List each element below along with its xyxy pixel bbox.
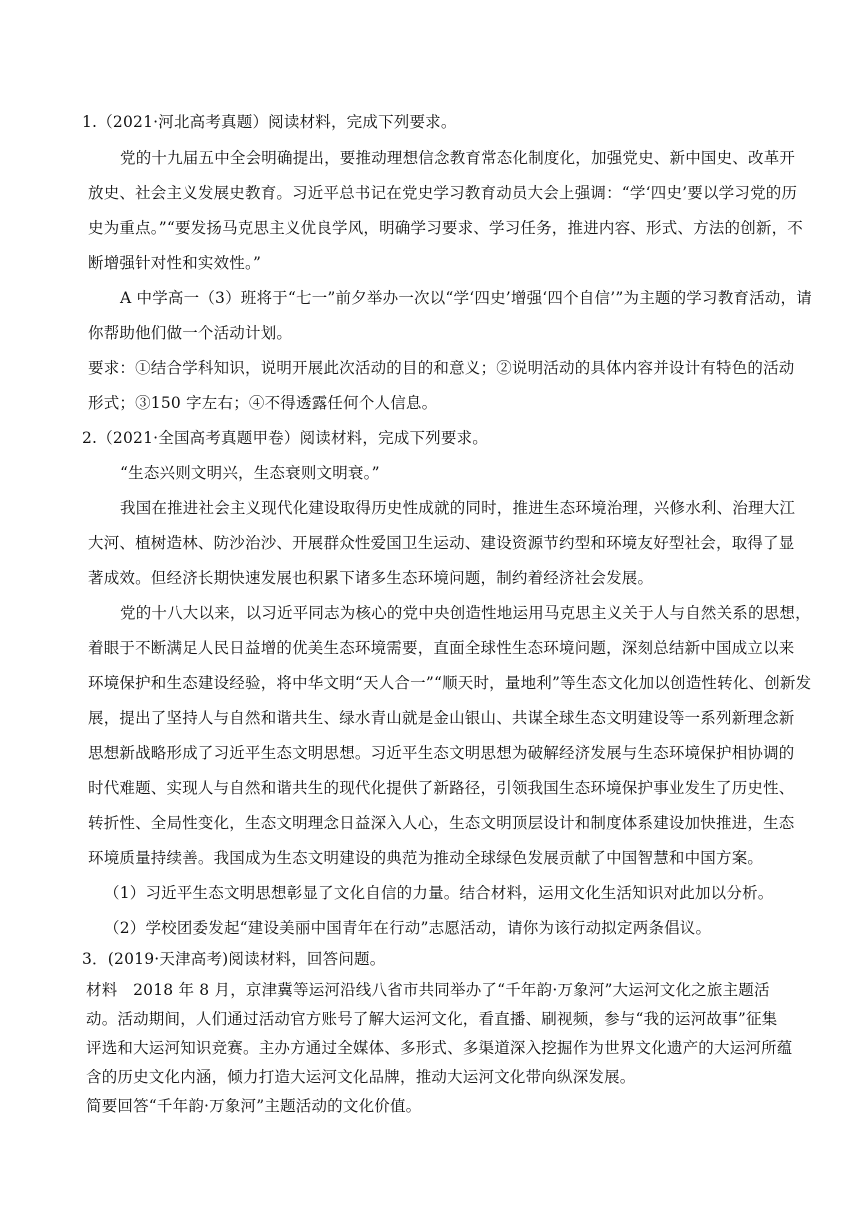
question-2-material-line: 大河、植树造林、防沙治沙、开展群众性爱国卫生运动、建设资源节约型和环境友好型社会，取得了显 (88, 534, 795, 552)
question-2-material-line: 时代难题、实现人与自然和谐共生的现代化提供了新路径，引领我国生态环境保护事业发生了历史性、 (88, 779, 795, 797)
question-1-material-line: 放史、社会主义发展史教育。习近平总书记在党史学习教育动员大会上强调：“学‘四史’要以学习党的历 (88, 184, 798, 202)
question-1-task-line: 你帮助他们做一个活动计划。 (88, 324, 293, 342)
question-3-material-line: 材料 2018 年 8 月，京津冀等运河沿线八省市共同举办了“千年韵·万象河”大运河文化之旅主题活 (86, 981, 770, 999)
question-1-task-line: A 中学高一（3）班将于“七一”前夕举办一次以“学‘四史’增强‘四个自信’”为主题的学习教育活动，请 (120, 289, 812, 307)
question-2-subquestion-1: （1）习近平生态文明思想彰显了文化自信的力量。结合材料，运用文化生活知识对此加以分析。 (104, 884, 774, 902)
question-2-quote: “生态兴则文明兴，生态衰则文明衰。” (120, 464, 380, 482)
question-2-material-line: 思想新战略形成了习近平生态文明思想。习近平生态文明思想为破解经济发展与生态环境保护相协调的 (88, 744, 795, 762)
question-2-material-line: 党的十八大以来，以习近平同志为核心的党中央创造性地运用马克思主义关于人与自然关系的思想， (120, 604, 811, 622)
question-2-material-line: 环境质量持续善。我国成为生态文明建设的典范为推动全球绿色发展贡献了中国智慧和中国方案。 (88, 849, 764, 867)
question-2-header: 2.（2021·全国高考真题甲卷）阅读材料，完成下列要求。 (82, 429, 488, 447)
question-3-header: 3．(2019·天津高考)阅读材料，回答问题。 (82, 950, 386, 968)
question-2-material-line: 着眼于不断满足人民日益增的优美生态环境需要，直面全球性生态环境问题，深刻总结新中国成立以来 (88, 639, 795, 657)
question-1-header: 1.（2021·河北高考真题）阅读材料，完成下列要求。 (82, 113, 457, 131)
question-3-material-line: 评选和大运河知识竞赛。主办方通过全媒体、多形式、多渠道深入挖掘作为世界文化遗产的大运河所蕴 (86, 1039, 793, 1057)
question-1-material-line: 断增强针对性和实效性。” (88, 254, 262, 272)
question-2-subquestion-2: （2）学校团委发起“建设美丽中国青年在行动”志愿活动，请你为该行动拟定两条倡议。 (104, 919, 712, 937)
question-3-material-line: 动。活动期间，人们通过活动官方账号了解大运河文化，看直播、刷视频，参与“我的运河故事”征集 (86, 1010, 778, 1028)
question-1-requirement-line: 要求：①结合学科知识，说明开展此次活动的目的和意义；②说明活动的具体内容并设计有特色的活动 (88, 359, 795, 377)
question-2-material-line: 转折性、全局性变化，生态文明理念日益深入人心，生态文明顶层设计和制度体系建设加快推进，生态 (88, 814, 795, 832)
question-3-question: 简要回答“千年韵·万象河”主题活动的文化价值。 (86, 1097, 422, 1115)
question-1-material-line: 史为重点。”“要发扬马克思主义优良学风，明确学习要求、学习任务，推进内容、形式、方法的创新，不 (88, 219, 804, 237)
question-2-material-line: 环境保护和生态建设经验，将中华文明“天人合一”“顺天时，量地利”等生态文化加以创造性转化、创新发 (88, 674, 812, 692)
question-1-requirement-line: 形式；③150 字左右；④不得透露任何个人信息。 (88, 394, 438, 412)
question-2-material-line: 著成效。但经济长期快速发展也积累下诸多生态环境问题，制约着经济社会发展。 (88, 569, 654, 587)
question-1-material-line: 党的十九届五中全会明确提出，要推动理想信念教育常态化制度化，加强党史、新中国史、改革开 (120, 149, 796, 167)
question-2-material-line: 展，提出了坚持人与自然和谐共生、绿水青山就是金山银山、共谋全球生态文明建设等一系列新理念新 (88, 709, 795, 727)
question-2-material-line: 我国在推进社会主义现代化建设取得历史性成就的同时，推进生态环境治理，兴修水利、治理大江 (120, 499, 796, 517)
question-3-material-line: 含的历史文化内涵，倾力打造大运河文化品牌，推动大运河文化带向纵深发展。 (86, 1068, 636, 1086)
